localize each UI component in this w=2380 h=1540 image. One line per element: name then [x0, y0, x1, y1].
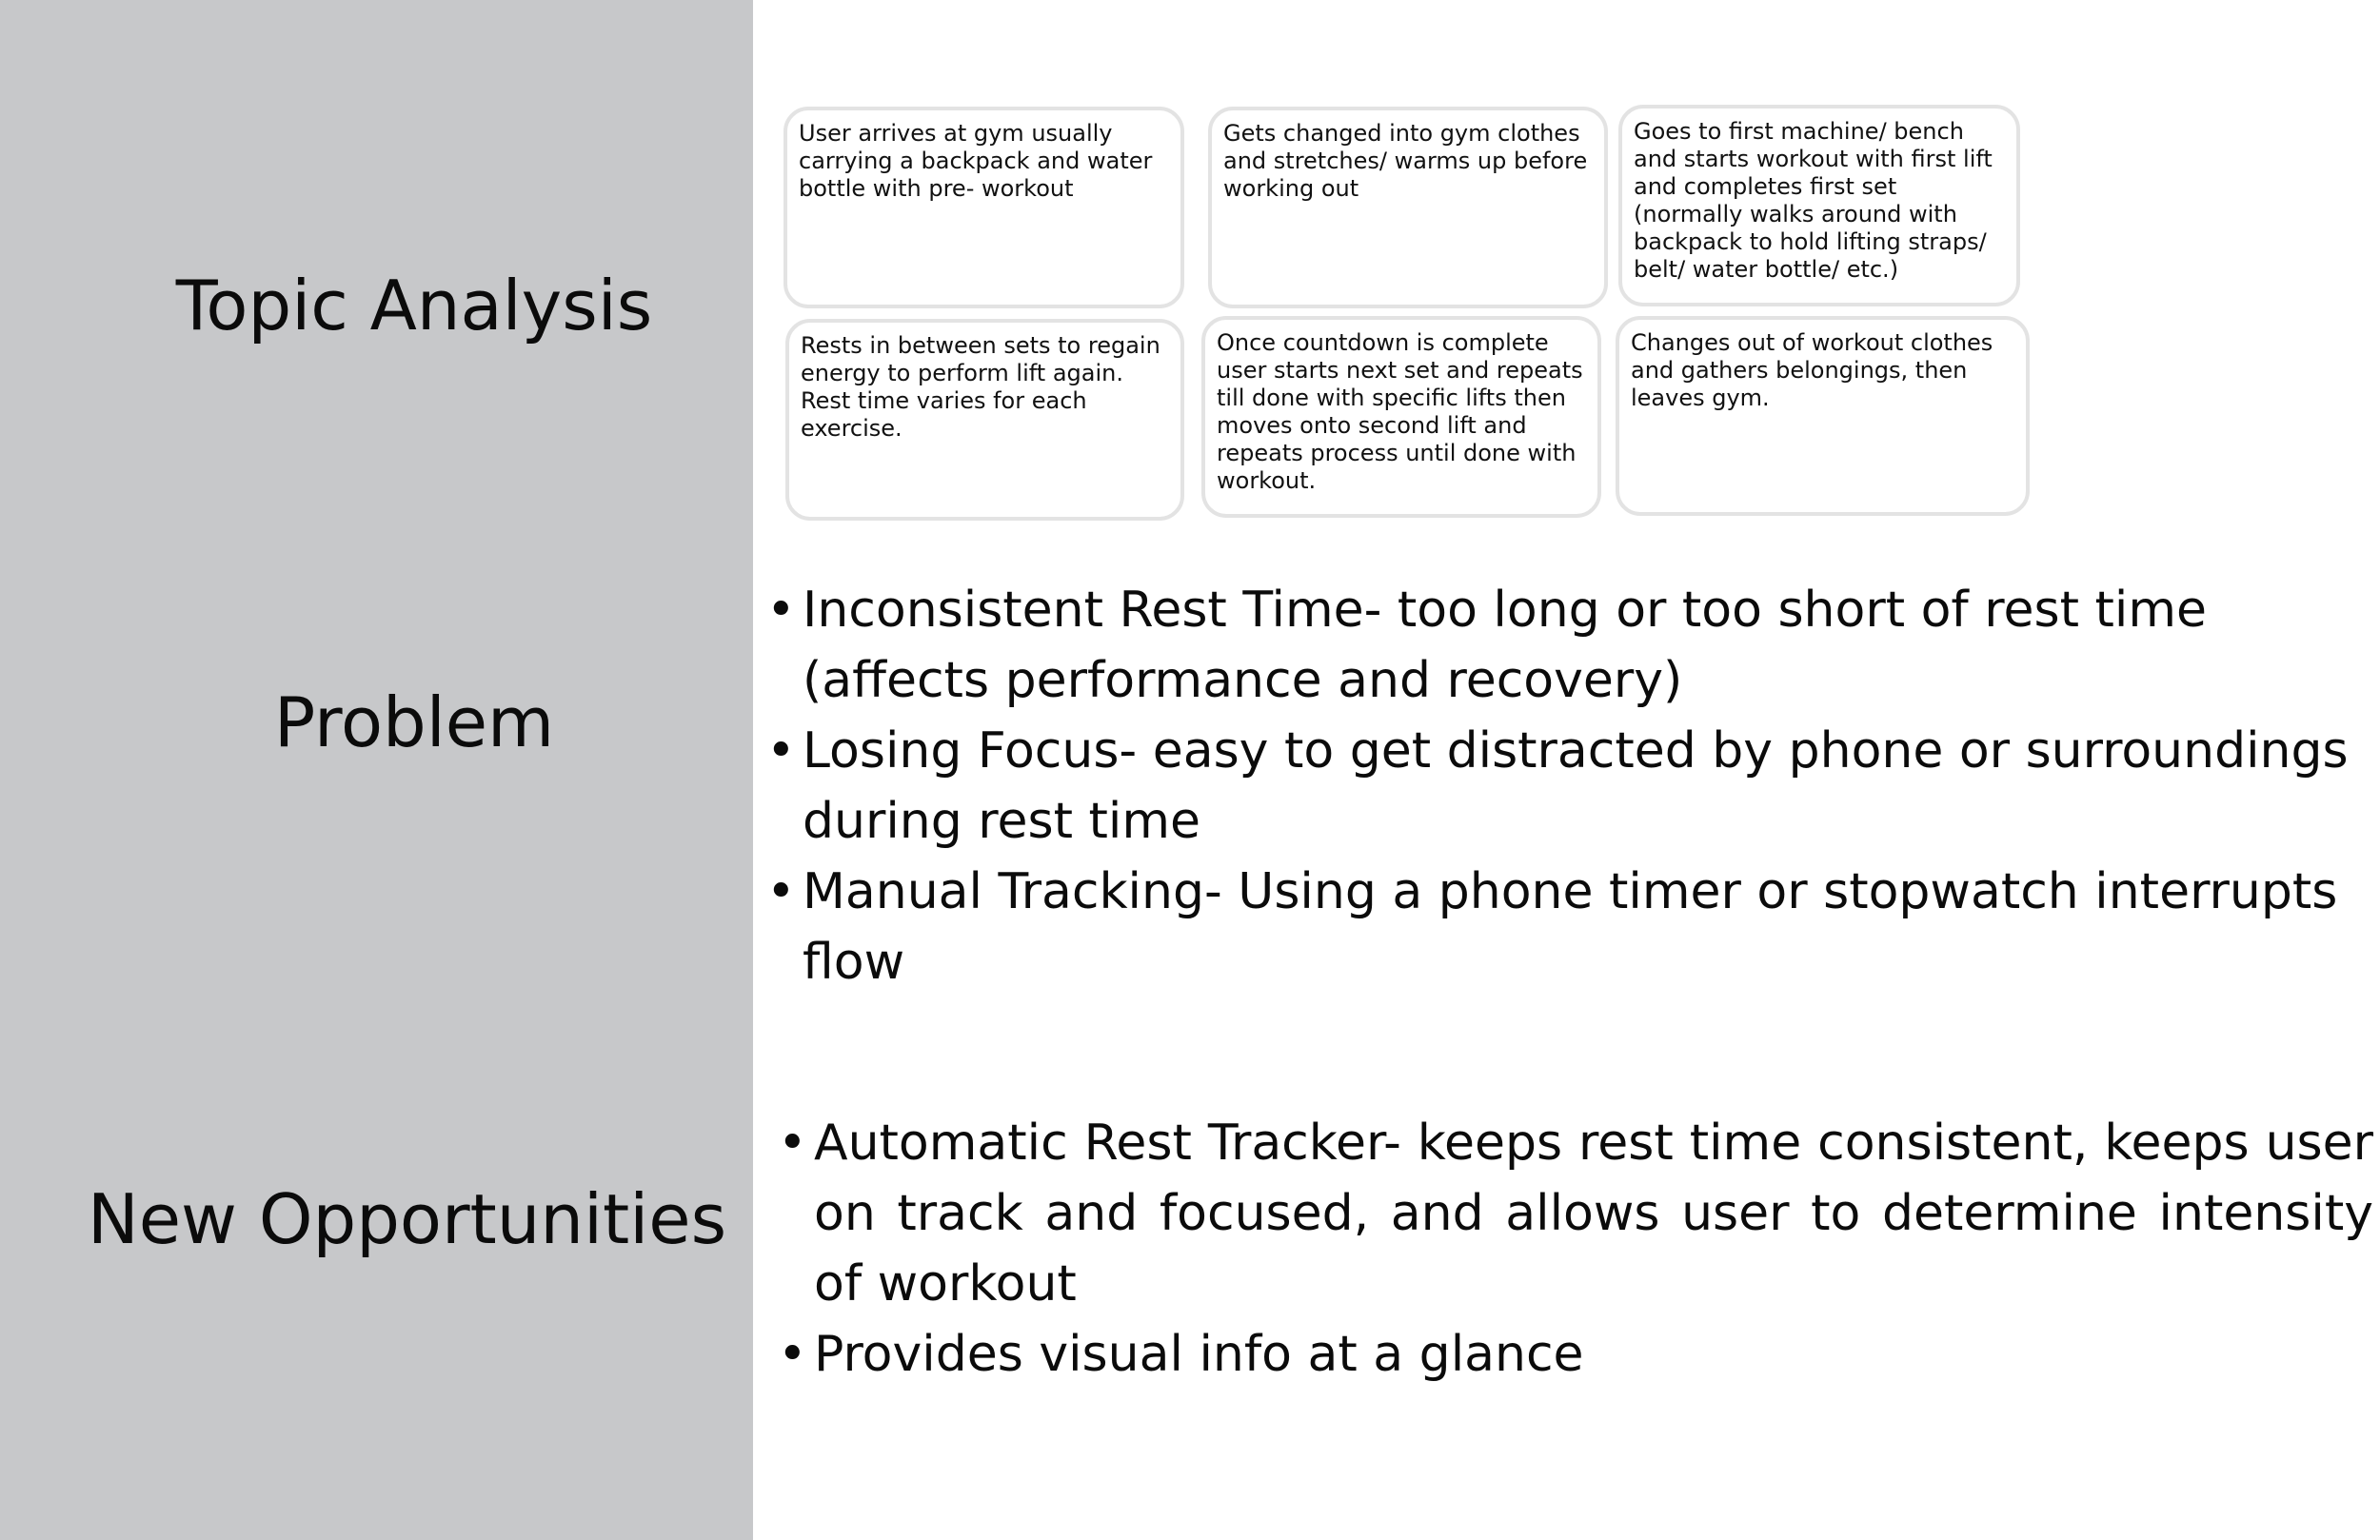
opportunity-item-text: Provides visual info at a glance [814, 1326, 1584, 1383]
bullet-icon: • [778, 1115, 807, 1172]
problem-heading: Problem [273, 682, 555, 762]
problem-item [766, 575, 2375, 716]
opportunity-item-text: Automatic Rest Tracker- keeps rest time consistent, keeps user on track and focused, and allows user to determine intensity of workout [814, 1115, 2373, 1313]
problem-item [766, 716, 2375, 857]
bullet-icon: • [778, 1326, 807, 1383]
topic-analysis-heading: Topic Analysis [175, 266, 653, 346]
left-sidebar-panel [0, 0, 753, 1540]
problem-item-text: Inconsistent Rest Time- too long or too short of rest time (affects performance and recovery) [803, 582, 2207, 709]
problem-item [766, 857, 2375, 997]
opportunities-list [778, 1108, 2373, 1390]
problem-item-text: Losing Focus- easy to get distracted by phone or surroundings during rest time [803, 722, 2349, 850]
journey-step-card: User arrives at gym usually carrying a backpack and water bottle with pre- workout [783, 107, 1184, 308]
journey-step-card: Once countdown is complete user starts next set and repeats till done with specific lifts then moves onto second lift and repeats process until done with workout. [1201, 316, 1601, 518]
problem-list [766, 575, 2375, 997]
new-opportunities-heading: New Opportunities [87, 1179, 727, 1259]
journey-step-card: Gets changed into gym clothes and stretches/ warms up before working out [1208, 107, 1608, 308]
bullet-icon: • [766, 863, 796, 920]
problem-item-text: Manual Tracking- Using a phone timer or stopwatch interrupts flow [803, 863, 2338, 991]
journey-step-card: Rests in between sets to regain energy to perform lift again. Rest time varies for each exercise. [785, 319, 1184, 521]
bullet-icon: • [766, 582, 796, 639]
journey-step-card: Changes out of workout clothes and gathers belongings, then leaves gym. [1616, 316, 2030, 516]
journey-step-card: Goes to first machine/ bench and starts workout with first lift and completes first set (normally walks around with backpack to hold lifting straps/ belt/ water bottle/ etc.) [1618, 105, 2020, 306]
opportunity-item [778, 1108, 2373, 1319]
opportunity-item [778, 1319, 2373, 1390]
bullet-icon: • [766, 722, 796, 780]
